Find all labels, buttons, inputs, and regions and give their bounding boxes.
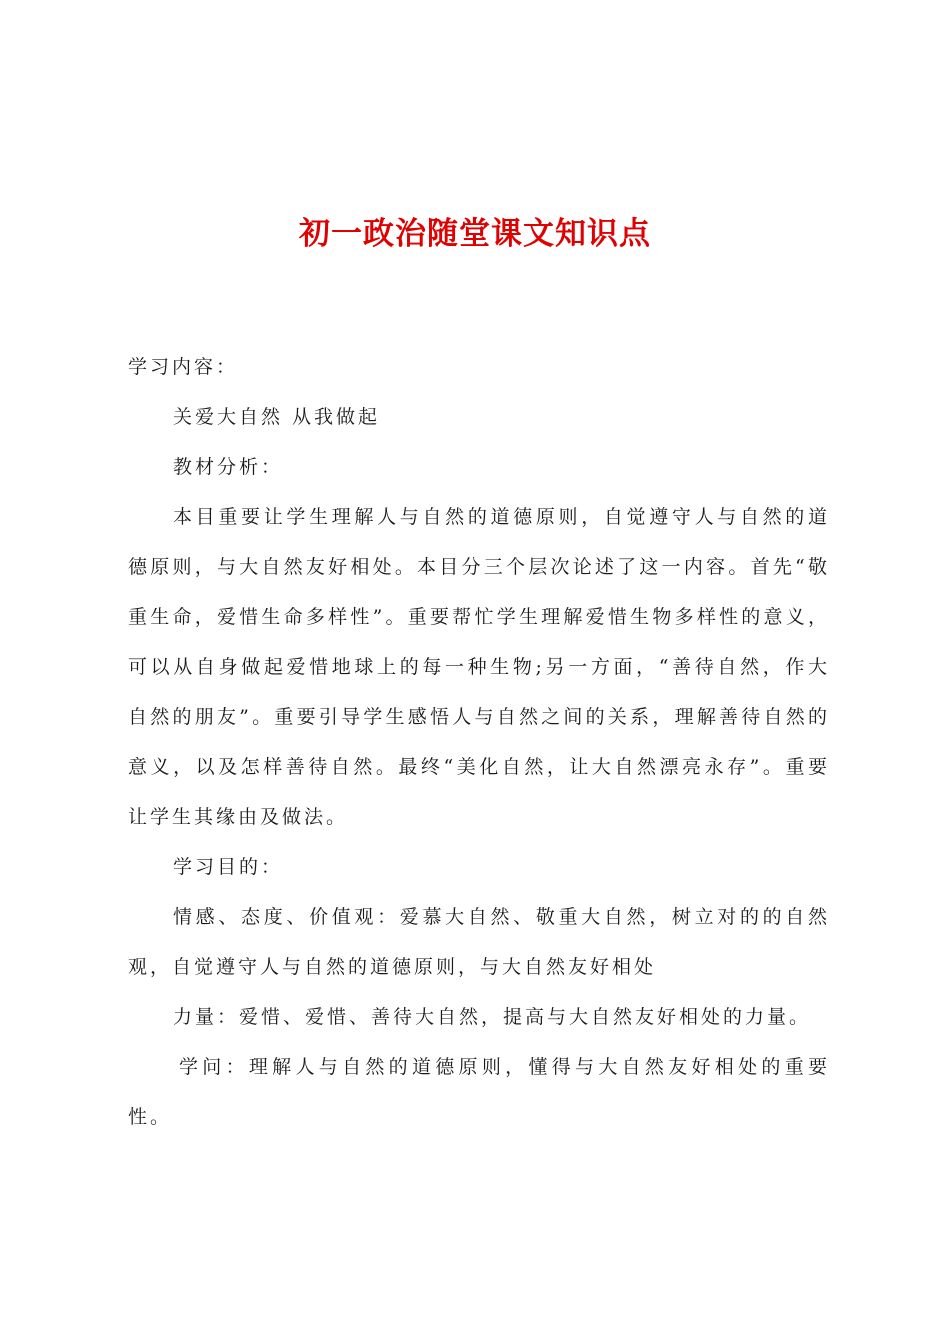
material-analysis-paragraph: 本目重要让学生理解人与自然的道德原则，自觉遵守人与自然的道德原则，与大自然友好相处。本目分三个层次论述了这一内容。首先“敬重生命，爱惜生命多样性”。重要帮忙学生理解爱惜生物多样性的意义，可以从自身做起爱惜地球上的每一种生物;另一方面，“善待自然，作大自然的朋友”。重要引导学生感悟人与自然之间的关系，理解善待自然的意义，以及怎样善待自然。最终“美化自然，让大自然漂亮永存”。重要让学生其缘由及做法。 bbox=[128, 506, 830, 828]
topic-line: 关爱大自然 从我做起 bbox=[173, 406, 381, 428]
section-heading-material-analysis: 教材分析： bbox=[173, 456, 284, 478]
section-heading-learning-content: 学习内容： bbox=[128, 356, 239, 378]
goal-knowledge: 学问：理解人与自然的道德原则，懂得与大自然友好相处的重要性。 bbox=[128, 1056, 830, 1128]
section-heading-learning-goals: 学习目的： bbox=[173, 856, 284, 878]
goal-emotion-attitude-values: 情感、态度、价值观：爱慕大自然、敬重大自然，树立对的的自然观，自觉遵守人与自然的道德原则，与大自然友好相处 bbox=[128, 906, 830, 978]
document-title: 初一政治随堂课文知识点 bbox=[299, 216, 651, 252]
goal-ability: 力量：爱惜、爱惜、善待大自然，提高与大自然友好相处的力量。 bbox=[173, 1006, 812, 1028]
document-body bbox=[128, 342, 830, 1142]
